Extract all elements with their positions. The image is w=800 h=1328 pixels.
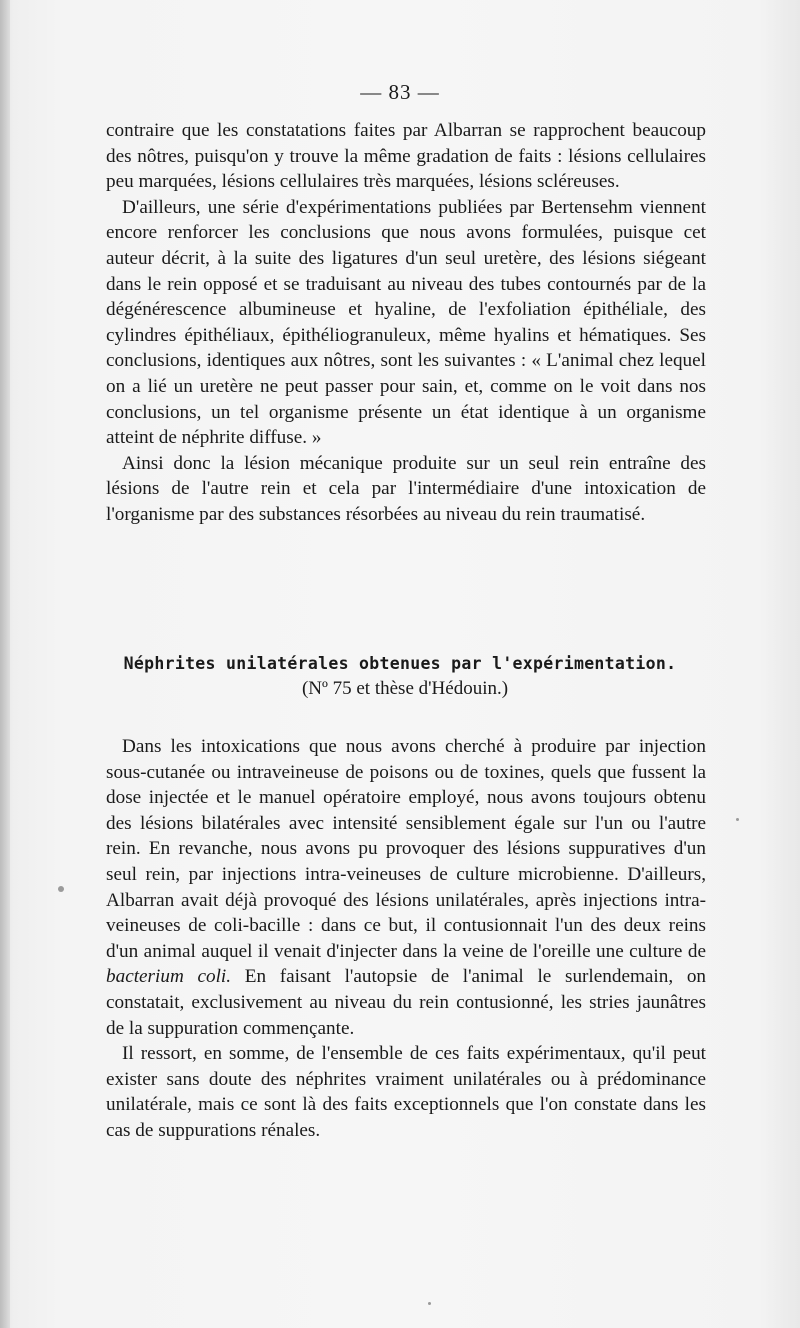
section-title: Néphrites unilatérales obtenues par l'expérimentation. [123, 654, 677, 673]
paragraph-summary: Il ressort, en somme, de l'ensemble de ces faits expérimentaux, qu'il peut exister sans doute des néphrites vraiment unilatérales ou à prédominance unilatérale, mais ce sont là des faits exceptionnels que l'on constate dans les cas de suppurations rénales. [106, 1043, 706, 1141]
paragraph-conclusion: Ainsi donc la lésion mécanique produite sur un seul rein entraîne des lésions de l'autre rein et cela par l'intermédiaire d'une intoxication de l'organisme par des substances résorbées au niveau du rein traumatisé. [106, 452, 706, 525]
paper-speck [736, 818, 739, 821]
paragraph-intoxications-text-a: Dans les intoxications que nous avons cherché à produire par injection sous-cutanée ou intraveineuse de poisons ou de toxines, quels que fussent la dose injectée et le manuel opératoire employé, nous avons toujours obtenu des lésions bilatérales avec intensité sensiblement égale sur l'un ou l'autre rein. En revanche, nous avons pu provoquer des lésions suppuratives d'un seul rein, par injections intra-veineuses de culture microbienne. D'ailleurs, Albarran avait déjà provoqué des lésions unilatérales, après injections intra-veineuses de coli-bacille : dans ce but, il contusionnait l'un des deux reins d'un animal auquel il venait d'injecter dans la veine de l'oreille une culture de [106, 736, 706, 962]
paragraph-continuation: contraire que les constatations faites par Albarran se rapprochent beaucoup des nôtres, puisqu'on y trouve la même gradation de faits : lésions cellulaires peu marquées, lésions cellulaires très marquées, lésions scléreuses. [106, 120, 706, 193]
text-block-top [106, 118, 706, 528]
page-number: — 83 — [360, 80, 440, 104]
paragraph-intoxications [106, 734, 706, 1041]
text-block-bottom [106, 734, 706, 1144]
paper-speck [58, 886, 64, 892]
section-subtitle: (Nº 75 et thèse d'Hédouin.) [301, 678, 509, 699]
italic-term: bacterium coli. [106, 966, 232, 988]
paragraph-bertensehm: D'ailleurs, une série d'expérimentations publiées par Bertensehm viennent encore renforcer les conclusions que nous avons formulées, puisque cet auteur décrit, à la suite des ligatures d'un seul uretère, des lésions siégeant dans le rein opposé et se traduisant au niveau des tubes contournés par de la dégénérescence albumineuse et hyaline, de l'exfoliation épithéliale, des cylindres épithéliaux, épithéliogranuleux, même hyalins et hématiques. Ses conclusions, identiques aux nôtres, sont les suivantes : « L'animal chez lequel on a lié un uretère ne peut passer pour sain, et, comme on le voit dans nos conclusions, un tel organisme présente un état identique à un organisme atteint de néphrite diffuse. » [106, 196, 706, 449]
paper-speck [428, 1302, 431, 1305]
paragraph-intoxications-text-b: En faisant l'autopsie de l'animal le surlendemain, on constatait, exclusivement au niveau du rein contusionné, les stries jaunâtres de la suppuration commençante. [106, 966, 707, 1039]
